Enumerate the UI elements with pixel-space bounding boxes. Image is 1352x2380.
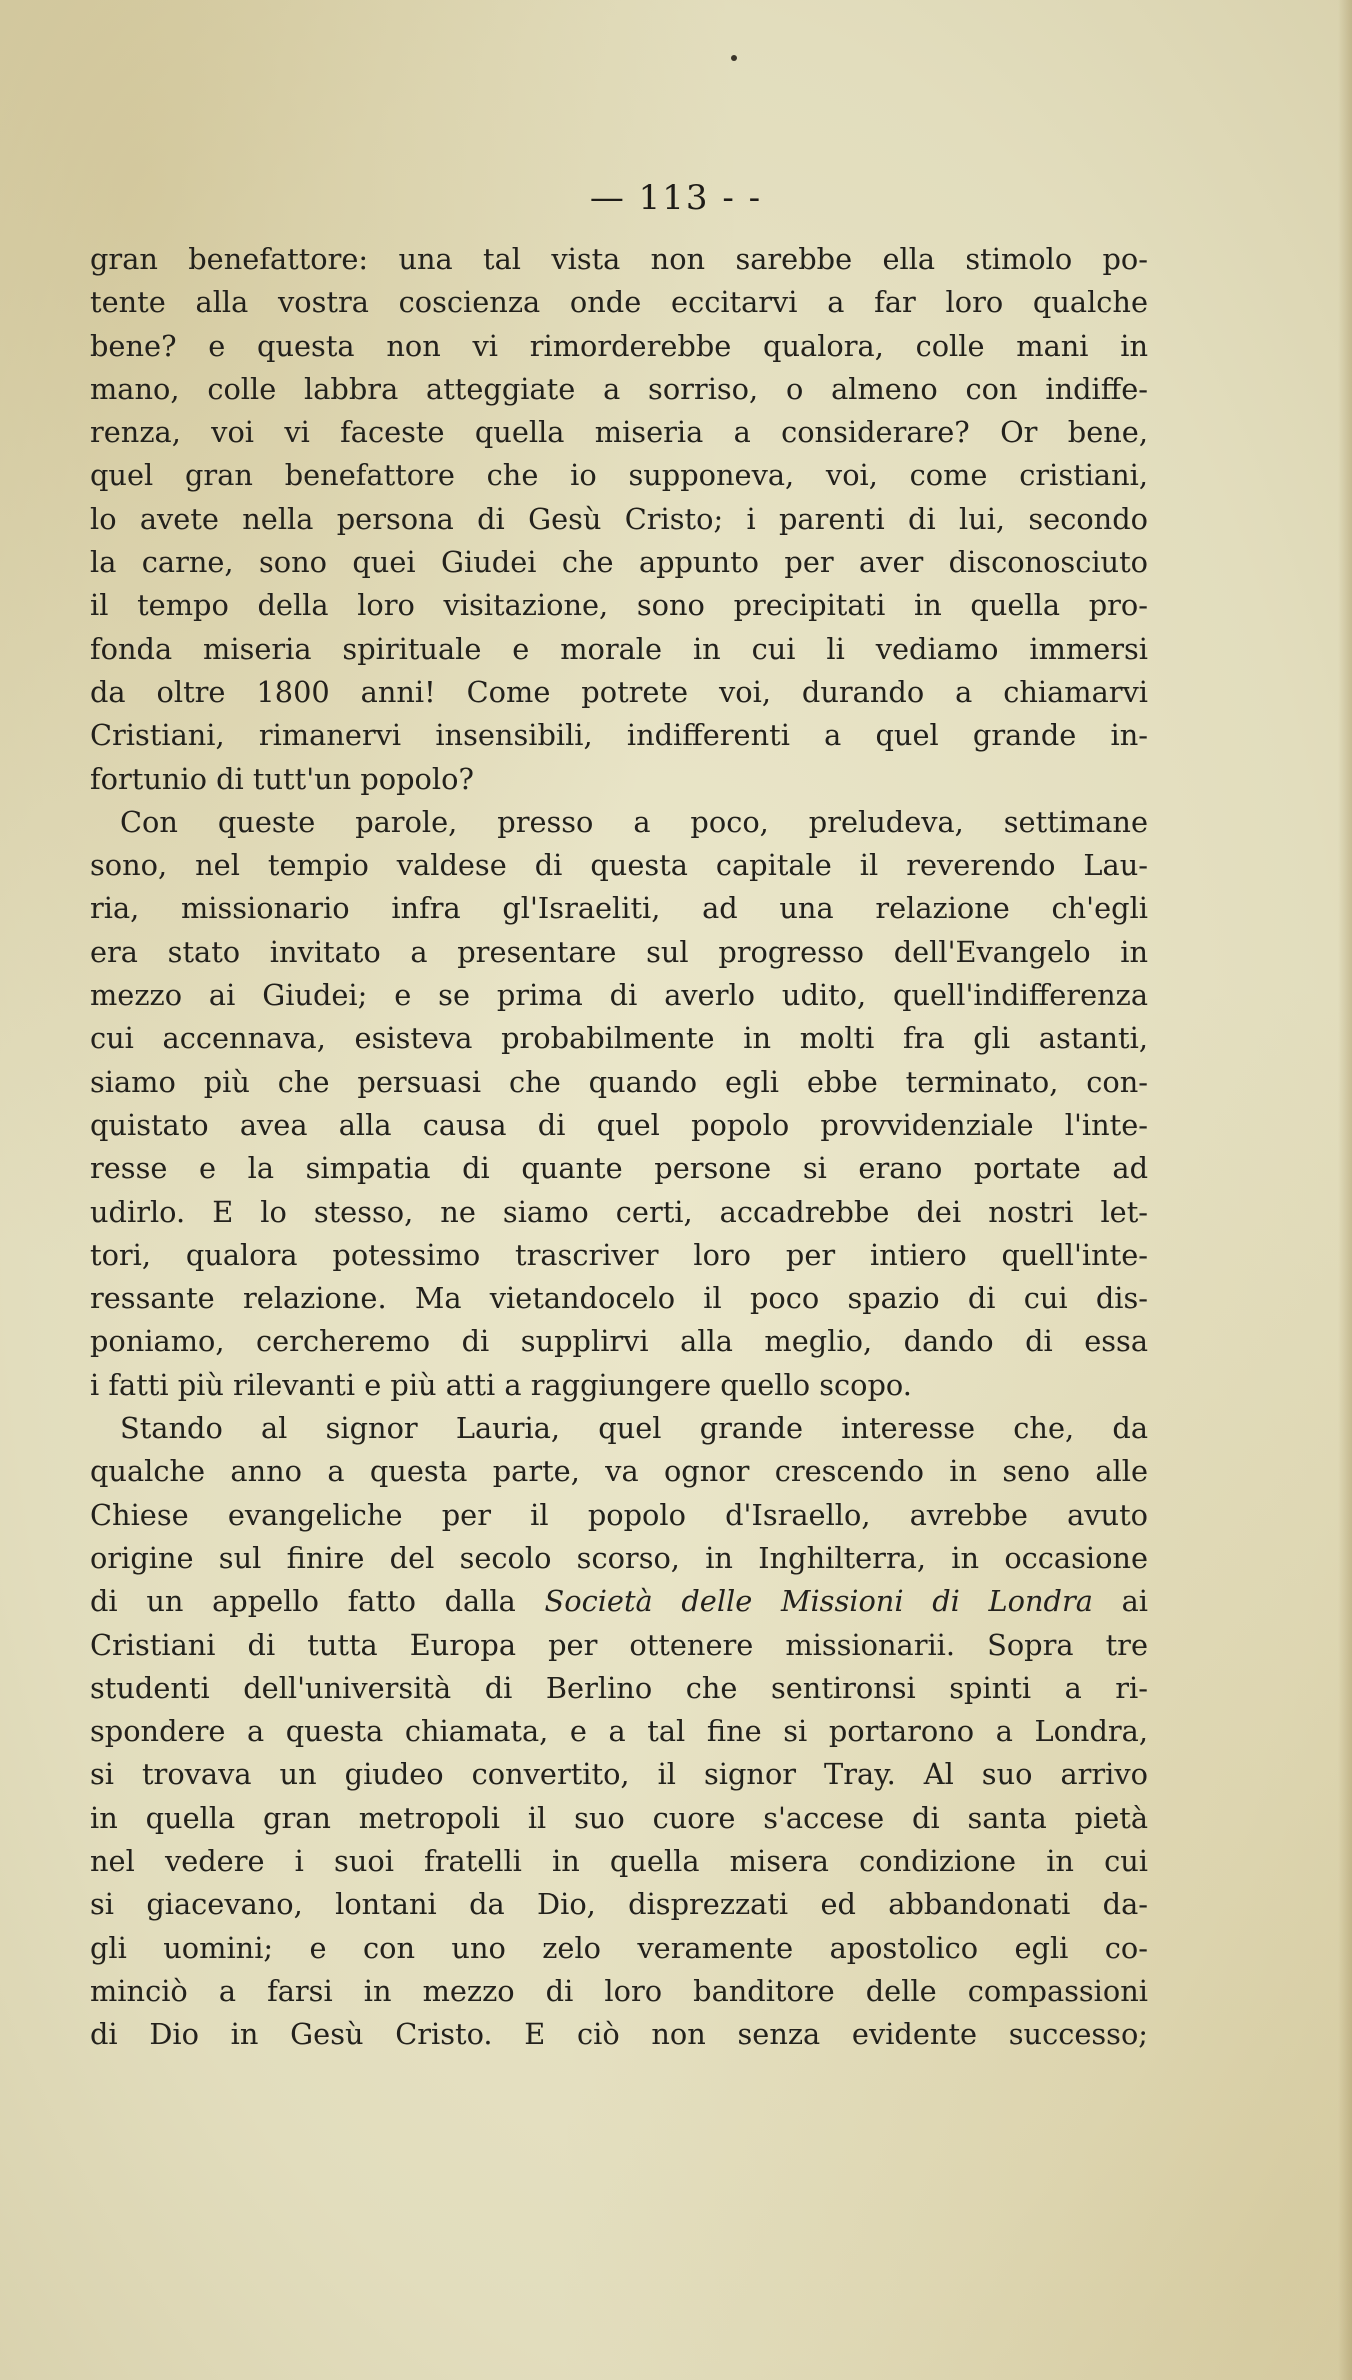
text-line: mano, colle labbra atteggiate a sorriso, o almeno con indiffe- <box>90 371 1148 406</box>
text-line: la carne, sono quei Giudei che appunto per aver disconosciuto <box>90 545 1148 580</box>
paragraph-first-line: Con queste parole, presso a poco, preludeva, settimane <box>120 804 1148 839</box>
text-line: Cristiani, rimanervi insensibili, indifferenti a quel grande in- <box>90 718 1148 753</box>
text-line: si trovava un giudeo convertito, il signor Tray. Al suo arrivo <box>90 1757 1148 1792</box>
ink-speck <box>731 55 737 61</box>
paragraph-end-line: fortunio di tutt'un popolo? <box>90 761 474 796</box>
italic-society-name: Società delle Missioni di Londra <box>544 1584 1093 1619</box>
text-line: studenti dell'università di Berlino che sentironsi spinti a ri- <box>90 1670 1148 1705</box>
text-line: il tempo della loro visitazione, sono precipitati in quella pro- <box>90 588 1148 623</box>
paragraph-first-line: Stando al signor Lauria, quel grande interesse che, da <box>120 1411 1148 1446</box>
text-line: bene? e questa non vi rimorderebbe qualora, colle mani in <box>90 328 1148 363</box>
page-edge-shadow <box>1338 0 1352 2380</box>
text-line: cui accennava, esisteva probabilmente in molti fra gli astanti, <box>90 1021 1148 1056</box>
text-line: spondere a questa chiamata, e a tal fine si portarono a Londra, <box>90 1714 1148 1749</box>
text-line: poniamo, cercheremo di supplirvi alla meglio, dando di essa <box>90 1324 1148 1359</box>
text-line: quel gran benefattore che io supponeva, voi, come cristiani, <box>90 458 1148 493</box>
text-line: ressante relazione. Ma vietandocelo il poco spazio di cui dis- <box>90 1281 1148 1316</box>
page-number: — 113 - - <box>589 178 763 218</box>
text-line: da oltre 1800 anni! Come potrete voi, durando a chiamarvi <box>90 674 1148 709</box>
text-line: nel vedere i suoi fratelli in quella misera condizione in cui <box>90 1843 1148 1878</box>
text-line: siamo più che persuasi che quando egli ebbe terminato, con- <box>90 1064 1148 1099</box>
text-line: resse e la simpatia di quante persone si erano portate ad <box>90 1151 1148 1186</box>
paragraph-end-line: i fatti più rilevanti e più atti a raggiungere quello scopo. <box>90 1367 912 1402</box>
text-line: udirlo. E lo stesso, ne siamo certi, accadrebbe dei nostri let- <box>90 1194 1148 1229</box>
text-line: ria, missionario infra gl'Israeliti, ad una relazione ch'egli <box>90 891 1148 926</box>
text-line: quistato avea alla causa di quel popolo provvidenziale l'inte- <box>90 1107 1148 1142</box>
text-line: era stato invitato a presentare sul progresso dell'Evangelo in <box>90 934 1148 969</box>
text-line-with-italic <box>90 1580 1148 1623</box>
text-line: sono, nel tempio valdese di questa capitale il reverendo Lau- <box>90 848 1148 883</box>
text-line: si giacevano, lontani da Dio, disprezzati ed abbandonati da- <box>90 1887 1148 1922</box>
body-text <box>90 238 1148 2056</box>
text-line: di Dio in Gesù Cristo. E ciò non senza evidente successo; <box>90 2017 1148 2052</box>
text-line: Chiese evangeliche per il popolo d'Israello, avrebbe avuto <box>90 1497 1148 1532</box>
text-line: minciò a farsi in mezzo di loro banditore delle compassioni <box>90 1973 1148 2008</box>
text-line: gran benefattore: una tal vista non sarebbe ella stimolo po- <box>90 242 1148 276</box>
text-line: Cristiani di tutta Europa per ottenere missionarii. Sopra tre <box>90 1627 1148 1662</box>
text-span: ai <box>1092 1584 1148 1619</box>
text-line: lo avete nella persona di Gesù Cristo; i parenti di lui, secondo <box>90 501 1148 536</box>
text-line: gli uomini; e con uno zelo veramente apostolico egli co- <box>90 1930 1148 1965</box>
text-span: di un appello fatto dalla <box>90 1584 545 1619</box>
text-line: qualche anno a questa parte, va ognor crescendo in seno alle <box>90 1454 1148 1489</box>
text-line: tori, qualora potessimo trascriver loro per intiero quell'inte- <box>90 1237 1148 1272</box>
text-line: tente alla vostra coscienza onde eccitarvi a far loro qualche <box>90 285 1148 320</box>
text-line: mezzo ai Giudei; e se prima di averlo udito, quell'indifferenza <box>90 978 1148 1013</box>
text-line: renza, voi vi faceste quella miseria a considerare? Or bene, <box>90 415 1148 450</box>
text-line: origine sul finire del secolo scorso, in Inghilterra, in occasione <box>90 1540 1148 1575</box>
text-line: fonda miseria spirituale e morale in cui li vediamo immersi <box>90 631 1148 666</box>
text-line: in quella gran metropoli il suo cuore s'accese di santa pietà <box>90 1800 1148 1835</box>
